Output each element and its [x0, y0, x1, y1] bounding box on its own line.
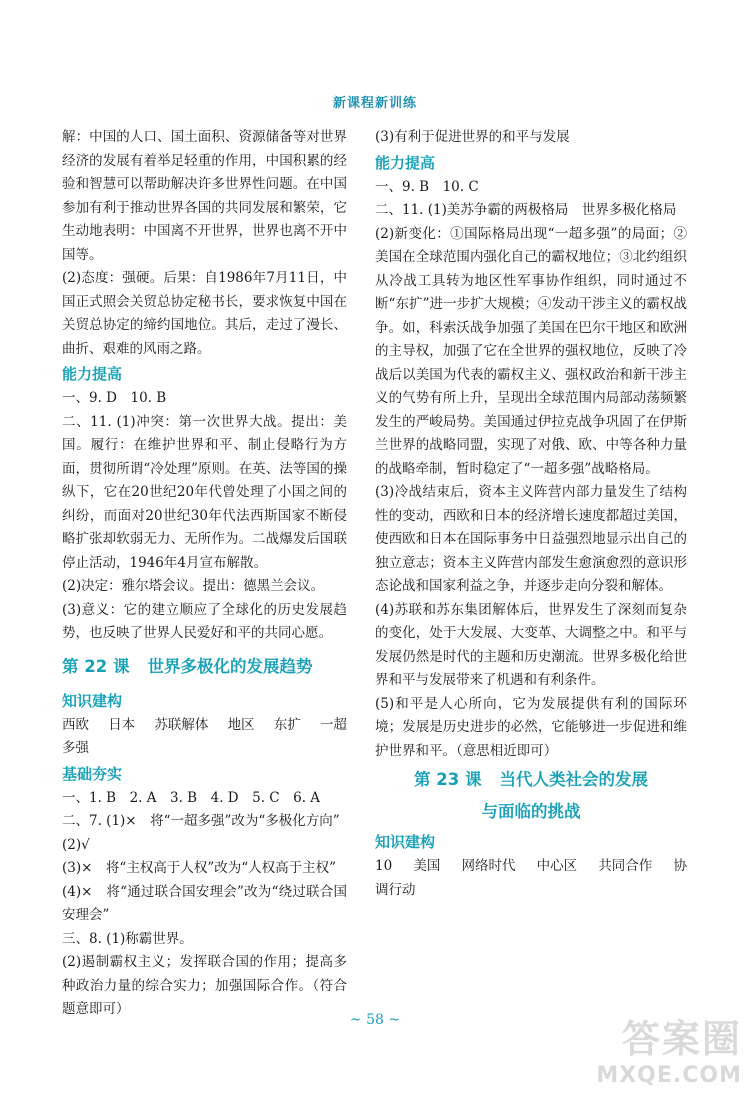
lesson-name: 世界多极化的发展趋势: [147, 656, 313, 676]
answer-line: (2)√: [62, 836, 90, 853]
section-heading-basics: 基础夯实: [62, 764, 123, 783]
keyword: 中心区: [536, 858, 578, 874]
left-column: [62, 126, 347, 1022]
section-heading-knowledge: 知识建构: [62, 691, 123, 710]
answer-line: (3)有利于促进世界的和平与发展: [375, 129, 570, 145]
answer-paragraph: (2)决定：雅尔塔会议。提出：德黑兰会议。: [62, 578, 325, 594]
keyword: 10: [375, 858, 393, 874]
lesson-number: 第 22 课: [62, 656, 130, 676]
section-heading-knowledge: 知识建构: [375, 833, 436, 851]
section-heading-ability: 能力提高: [62, 365, 123, 383]
answer-line: 一、1. B 2. A 3. B 4. D 5. C 6. A: [62, 789, 321, 806]
watermark-text: 答案圈: [621, 1017, 742, 1061]
keyword-tail: 多强: [62, 740, 89, 756]
page-number: ~ 58 ~: [349, 1012, 401, 1028]
watermark-url: MXQE.COM: [596, 1063, 742, 1088]
answer-paragraph: 二、11. (1)冲突：第一次世界大战。提出：美国。履行：在维护世界和平、制止侵略行为方面，贯彻所谓“冷处理”原则。在英、法等国的操纵下，它在20世纪20年代曾处理了小国之间的纠纷，而面对20世纪30年代法西斯国家不断侵略扩张却软弱无力、无所作为。二战爆发后国联停止活动，1946年4月宣布解散。: [62, 413, 347, 571]
answer-paragraph: (5)和平是人心所向，它为发展提供有利的国际环境；发展是历史进步的必然，它能够进一步促进和维护世界和平。（意思相近即可）: [375, 695, 687, 759]
answer-line: 一、9. D 10. B: [62, 390, 167, 406]
keyword-tail: 调行动: [375, 881, 416, 898]
keyword: 苏联解体: [154, 716, 209, 733]
answer-paragraph: (3)意义：它的建立顺应了全球化的历史发展趋势，也反映了世界人民爱好和平的共同心愿。: [62, 601, 347, 641]
lesson-23-title-line2: 与面临的挑战: [481, 802, 581, 821]
keyword: 协: [673, 858, 687, 874]
lesson-22-title: [62, 652, 347, 682]
lesson-23-title: [375, 765, 687, 795]
lesson-name: 当代人类社会的发展: [499, 770, 648, 789]
answer-line: 三、8. (1)称霸世界。: [62, 930, 193, 947]
answer-line: (4)× 将“通过联合国安理会”改为“绕过联合国安理会”: [62, 883, 347, 923]
section-heading-ability: 能力提高: [375, 153, 436, 172]
keyword: 一超: [319, 716, 347, 733]
answer-paragraph: 二、11. (1)美苏争霸的两极格局 世界多极化格局: [375, 202, 677, 218]
keyword: 日本: [108, 716, 136, 733]
keyword: 共同合作: [598, 858, 653, 874]
keyword: 网络时代: [461, 858, 516, 874]
answer-paragraph: (4)苏联和苏东集团解体后，世界发生了深刻而复杂的变化，处于大发展、大变革、大调整之中。和平与发展仍然是时代的主题和历史潮流。世界多极化给世界和平与发展带来了机遇和有利条件。: [375, 601, 687, 688]
answer-line: (2)遏制霸权主义；发挥联合国的作用；提高多种政治力量的综合实力；加强国际合作。（符合题意即可）: [62, 954, 347, 1017]
keyword-row: [375, 855, 687, 879]
answer-line: 一、9. B 10. C: [375, 178, 479, 195]
keyword: 地区: [227, 716, 255, 733]
watermark-logo: [592, 1008, 742, 1088]
answer-paragraph: (2)态度：强硬。后果：自1986年7月11日，中国正式照会关贸总协定秘书长，要求恢复中国在关贸总协定的缔约国地位。其后，走过了漫长、曲折、艰难的风雨之路。: [62, 270, 347, 357]
answer-paragraph: (3)冷战结束后，资本主义阵营内部力量发生了结构性的变动，西欧和日本的经济增长速度都超过美国，使西欧和日本在国际事务中日益强烈地显示出自己的独立意志；资本主义阵营内部发生愈演愈烈的意识形态论战和国家利益之争，并逐步走向分裂和解体。: [375, 484, 687, 594]
answer-line: (3)× 将“主权高于人权”改为“人权高于主权”: [62, 860, 337, 876]
answer-paragraph: 解：中国的人口、国土面积、资源储备等对世界经济的发展有着举足轻重的作用，中国积累的经验和智慧可以帮助解决许多世界性问题。在中国参加有利于推动世界各国的共同发展和繁荣，它生动地表明：中国离不开世界，世界也离不开中国等。: [62, 129, 347, 263]
keyword: 美国: [413, 858, 441, 874]
right-column: [375, 126, 687, 902]
lesson-number: 第 23 课: [414, 770, 482, 789]
running-header: 新课程新训练: [332, 96, 417, 111]
keyword-row: [62, 714, 347, 738]
answer-line: 二、7. (1)× 将“一超多强”改为“多极化方向”: [62, 813, 340, 829]
keyword: 东扩: [273, 716, 301, 733]
answer-paragraph: (2)新变化：①国际格局出现“一超多强”的局面；②美国在全球范围内强化自己的霸权地位；③北约组织从冷战工具转为地区性军事协作组织，同时通过不断“东扩”进一步扩大规模；④发动干涉主义的霸权战争。如，科索沃战争加强了美国在巴尔干地区和欧洲的主导权，加强了它在全世界的强权地位，反映了冷战后以美国为代表的霸权主义、强权政治和新干涉主义的气势有所上升，呈现出全球范围内局部动荡频繁发生的严峻局势。美国通过伊拉克战争巩固了在伊斯兰世界的战略同盟，实现了对俄、欧、中等各种力量的战略牵制，暂时稳定了“一超多强”战略格局。: [375, 225, 687, 477]
keyword: 西欧: [62, 716, 89, 733]
